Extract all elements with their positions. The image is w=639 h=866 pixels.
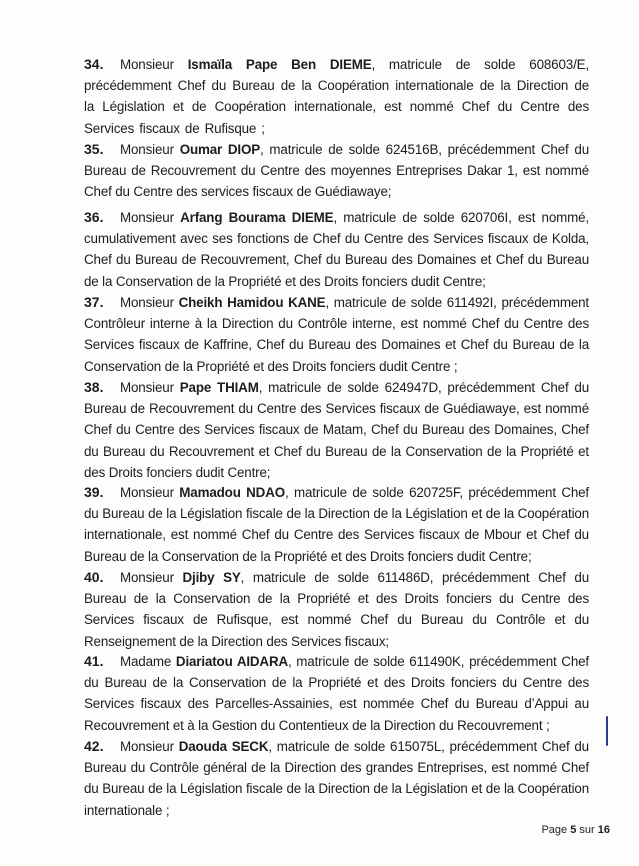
entry-text: Madame Diariatou AIDARA, matricule de solde 611490K, précédemment Chef du Bureau de la Conservation de la Propriété et des Droits fonciers du Centre des Services fiscaux des Parcelles-Assainies, est nommée Chef du Bureau d’Appui au Recouvrement et à la Gestion du Contentieux de la Direction du Recouvrement ; bbox=[84, 654, 589, 733]
person-name: Ismaïla Pape Ben DIEME bbox=[187, 57, 372, 72]
person-name: Oumar DIOP bbox=[179, 142, 261, 157]
entry-number: 35. bbox=[84, 141, 104, 157]
entry-text: Monsieur Djiby SY, matricule de solde 611486D, précédemment Chef du Bureau de la Conservation de la Propriété et des Droits fonciers du Centre des Services fiscaux de Rufisque, est nommé Chef du Bureau du Contrôle et du Renseignement de la Direction des Services fiscaux; bbox=[84, 570, 589, 649]
page-number: Page 5 sur 16 bbox=[541, 824, 610, 836]
person-name: Pape THIAM bbox=[179, 380, 259, 395]
person-name: Djiby SY bbox=[182, 570, 241, 585]
entry-number: 34. bbox=[84, 56, 104, 72]
entry-number: 39. bbox=[84, 484, 104, 500]
entry-number: 42. bbox=[84, 738, 104, 754]
entry-number: 38. bbox=[84, 379, 104, 395]
person-name: Diariatou AIDARA bbox=[175, 654, 288, 669]
entry-text: Monsieur Oumar DIOP, matricule de solde 624516B, précédemment Chef du Bureau de Recouvrement du Centre des moyennes Entreprises Dakar 1, est nommé Chef du Centre des services fiscaux de Guédiawaye; bbox=[84, 142, 589, 200]
entry-number: 36. bbox=[84, 209, 104, 225]
entry-text: Monsieur Ismaïla Pape Ben DIEME, matricule de solde 608603/E, précédemment Chef du Bureau de la Coopération internationale de la Direction de la Législation et de Coopération internationale, est nommé Chef du Centre des Services fiscaux de Rufisque ; bbox=[84, 57, 589, 136]
entry-number: 40. bbox=[84, 569, 104, 585]
entry-text: Monsieur Pape THIAM, matricule de solde 624947D, précédemment Chef du Bureau de Recouvrement du Centre des Services fiscaux de Guédiawaye, est nommé Chef du Centre des Services fiscaux de Matam, Chef du Bureau des Domaines, Chef du Bureau du Recouvrement et Chef du Bureau de la Conservation de la Propriété et des Droits fonciers dudit Centre; bbox=[84, 380, 590, 480]
person-name: Arfang Bourama DIEME bbox=[180, 210, 334, 225]
entry-text: Monsieur Mamadou NDAO, matricule de solde 620725F, précédemment Chef du Bureau de la Législation fiscale de la Direction de la Législation et de la Coopération internationale, est nommé Chef du Centre des Services fiscaux de Mbour et Chef du Bureau de la Conservation de la Propriété et des Droits fonciers dudit Centre; bbox=[84, 485, 590, 564]
entry-text: Monsieur Daouda SECK, matricule de solde 615075L, précédemment Chef du Bureau du Contrôle général de la Direction des grandes Entreprises, est nommé Chef du Bureau de la Législation fiscale de la Direction de la Législation et de la Coopération internationale ; bbox=[84, 739, 589, 818]
person-name: Cheikh Hamidou KANE bbox=[178, 295, 326, 310]
entry-number: 41. bbox=[84, 653, 104, 669]
entry-text: Monsieur Arfang Bourama DIEME, matricule de solde 620706I, est nommé, cumulativement avec ses fonctions de Chef du Centre des Services fiscaux de Kolda, Chef du Bureau de Recouvrement, Chef du Bureau des Domaines et Chef du Bureau de la Conservation de la Propriété et des Droits fonciers dudit Centre; bbox=[84, 210, 589, 289]
entry-text: Monsieur Cheikh Hamidou KANE, matricule de solde 611492I, précédemment Contrôleur interne à la Direction du Contrôle interne, est nommé Chef du Centre des Services fiscaux de Kaffrine, Chef du Bureau des Domaines et Chef du Bureau de la Conservation de la Propriété et des Droits fonciers dudit Centre ; bbox=[84, 295, 589, 374]
handwritten-margin-mark bbox=[606, 716, 608, 746]
entry-number: 37. bbox=[84, 294, 104, 310]
person-name: Daouda SECK bbox=[178, 739, 269, 754]
person-name: Mamadou NDAO bbox=[179, 485, 285, 500]
